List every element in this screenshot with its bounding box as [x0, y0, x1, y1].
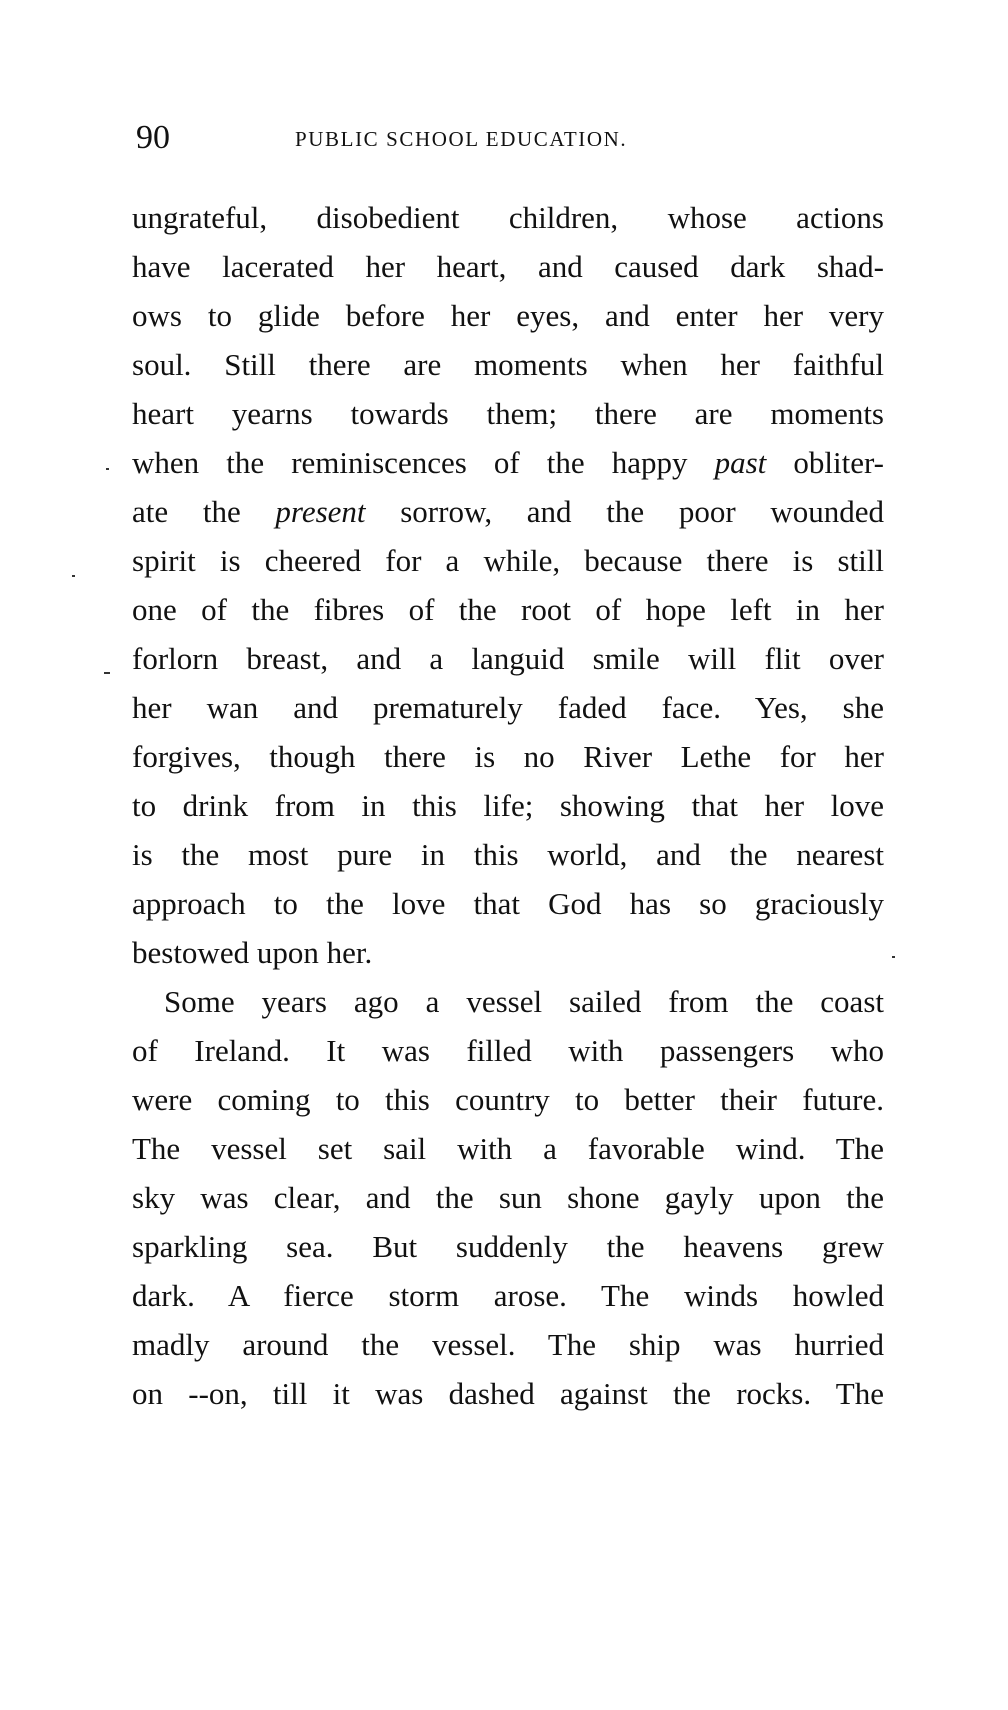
- text-line: The vessel set sail with a favorable wind. The: [132, 1131, 884, 1166]
- text-line: to drink from in this life; showing that her love: [132, 788, 884, 823]
- text-line: is the most pure in this world, and the nearest: [132, 837, 884, 872]
- text-line: ungrateful, disobedient children, whose actions: [132, 200, 884, 235]
- text-line: on --on, till it was dashed against the rocks. The: [132, 1376, 884, 1411]
- text-line: bestowed upon her.: [132, 935, 373, 970]
- scan-speck: [892, 956, 895, 958]
- text-line: one of the fibres of the root of hope left in her: [132, 592, 884, 627]
- text-segment: obliter-: [766, 445, 885, 480]
- body-text: [132, 193, 884, 1418]
- text-line: forlorn breast, and a languid smile will flit over: [132, 641, 884, 676]
- text-line: soul. Still there are moments when her faithful: [132, 347, 884, 382]
- text-line: dark. A fierce storm arose. The winds howled: [132, 1278, 884, 1313]
- scan-speck: [72, 575, 75, 577]
- text-line-with-italic: [132, 438, 884, 487]
- text-line: heart yearns towards them; there are moments: [132, 396, 884, 431]
- text-line: sky was clear, and the sun shone gayly upon the: [132, 1180, 884, 1215]
- text-line: madly around the vessel. The ship was hurried: [132, 1327, 884, 1362]
- paragraph-2: [132, 977, 884, 1418]
- text-line: forgives, though there is no River Lethe for her: [132, 739, 884, 774]
- text-line-with-italic: [132, 487, 884, 536]
- text-line: sparkling sea. But suddenly the heavens grew: [132, 1229, 884, 1264]
- text-line: were coming to this country to better their future.: [132, 1082, 884, 1117]
- text-segment: when the reminiscences of the happy: [132, 445, 715, 480]
- page-number: 90: [136, 119, 170, 156]
- text-line: Some years ago a vessel sailed from the coast: [164, 984, 884, 1019]
- text-segment: sorrow, and the poor wounded: [365, 494, 884, 529]
- scan-speck: [106, 468, 109, 470]
- paragraph-1: [132, 193, 884, 977]
- page-header: [130, 118, 882, 158]
- italic-word: present: [275, 494, 366, 529]
- text-line: her wan and prematurely faded face. Yes, she: [132, 690, 884, 725]
- text-line: of Ireland. It was filled with passengers who: [132, 1033, 884, 1068]
- scan-speck: [104, 672, 110, 674]
- text-line: approach to the love that God has so graciously: [132, 886, 884, 921]
- text-line: spirit is cheered for a while, because there is still: [132, 543, 884, 578]
- italic-word: past: [714, 445, 767, 480]
- running-head: PUBLIC SCHOOL EDUCATION.: [295, 127, 628, 151]
- text-line: ows to glide before her eyes, and enter her very: [132, 298, 884, 333]
- text-segment: ate the: [132, 494, 276, 529]
- text-line: have lacerated her heart, and caused dark shad-: [132, 249, 884, 284]
